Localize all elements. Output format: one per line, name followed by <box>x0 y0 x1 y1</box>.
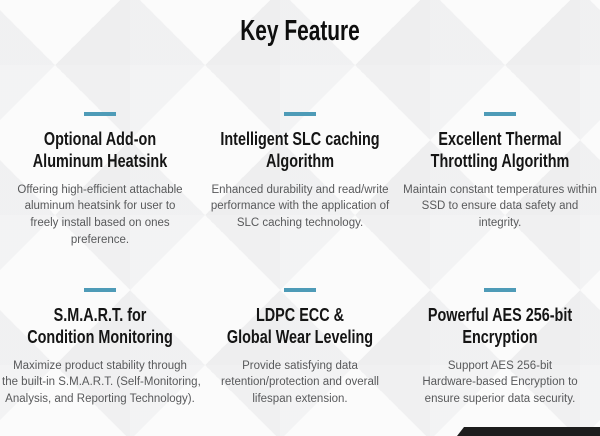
feature-title-line: Encryption <box>462 326 538 347</box>
feature-card-smart-monitoring <box>0 288 200 436</box>
feature-card-heatsink <box>0 112 200 288</box>
feature-card-wear-leveling <box>200 288 400 436</box>
feature-description-line: Offering high-efficient attachable <box>17 183 183 196</box>
feature-description <box>202 182 398 232</box>
section-title: Key Feature <box>240 15 360 47</box>
feature-description-line: retention/protection and overall <box>221 376 379 389</box>
feature-description <box>402 358 598 408</box>
accent-divider <box>84 112 116 116</box>
feature-title <box>420 305 580 349</box>
feature-description-line: Hardware-based Encryption to <box>422 376 578 389</box>
feature-card-slc-caching <box>200 112 400 288</box>
accent-divider <box>284 288 316 292</box>
feature-description-line: Analysis, and Reporting Technology). <box>5 393 195 406</box>
accent-divider <box>84 288 116 292</box>
feature-title-line: Aluminum Heatsink <box>32 150 168 171</box>
feature-title-line: Algorithm <box>266 150 334 171</box>
feature-description <box>402 182 598 232</box>
feature-title-line: Throttling Algorithm <box>430 150 570 171</box>
feature-description-line: Maintain constant temperatures within <box>403 183 597 196</box>
feature-description-line: performance with the application of <box>210 200 390 213</box>
feature-description-line: Maximize product stability through <box>13 359 187 372</box>
feature-title <box>220 305 380 349</box>
feature-description-line: lifespan extension. <box>252 393 348 406</box>
feature-title-line: Intelligent SLC caching <box>220 128 380 149</box>
feature-title <box>220 129 380 173</box>
feature-description-line: ensure superior data security. <box>424 393 576 406</box>
feature-description <box>202 358 398 408</box>
feature-description-line: SLC caching technology. <box>236 217 364 230</box>
feature-title-line: Powerful AES 256-bit <box>427 304 573 325</box>
feature-title <box>20 129 180 173</box>
feature-title-line: Global Wear Leveling <box>226 326 374 347</box>
feature-description-line: Provide satisfying data <box>242 359 358 372</box>
feature-grid <box>0 112 600 436</box>
feature-title <box>420 129 580 173</box>
feature-title-line: Condition Monitoring <box>27 326 173 347</box>
feature-card-aes-encryption <box>400 288 600 436</box>
feature-description-line: the built-in S.M.A.R.T. (Self-Monitoring, <box>2 376 201 389</box>
feature-description-line: aluminum heatsink for user to <box>24 200 176 213</box>
accent-divider <box>284 112 316 116</box>
feature-description-line: Enhanced durability and read/write <box>211 183 389 196</box>
feature-title <box>20 305 180 349</box>
feature-card-thermal-throttling <box>400 112 600 288</box>
accent-divider <box>484 288 516 292</box>
feature-title-line: Optional Add-on <box>43 128 157 149</box>
feature-description-line: Support AES 256-bit <box>447 359 553 372</box>
accent-divider <box>484 112 516 116</box>
feature-title-line: Excellent Thermal <box>438 128 562 149</box>
feature-title-line: LDPC ECC & <box>255 304 344 325</box>
feature-description-line: SSD to ensure data safety and <box>421 200 579 213</box>
feature-description <box>2 182 198 249</box>
feature-description-line: freely install based on ones <box>30 217 170 230</box>
feature-title-line: S.M.A.R.T. for <box>53 304 147 325</box>
feature-description-line: preference. <box>70 233 130 246</box>
feature-description <box>2 358 201 408</box>
feature-description-line: integrity. <box>478 217 522 230</box>
footer-dark-bar <box>457 427 600 436</box>
